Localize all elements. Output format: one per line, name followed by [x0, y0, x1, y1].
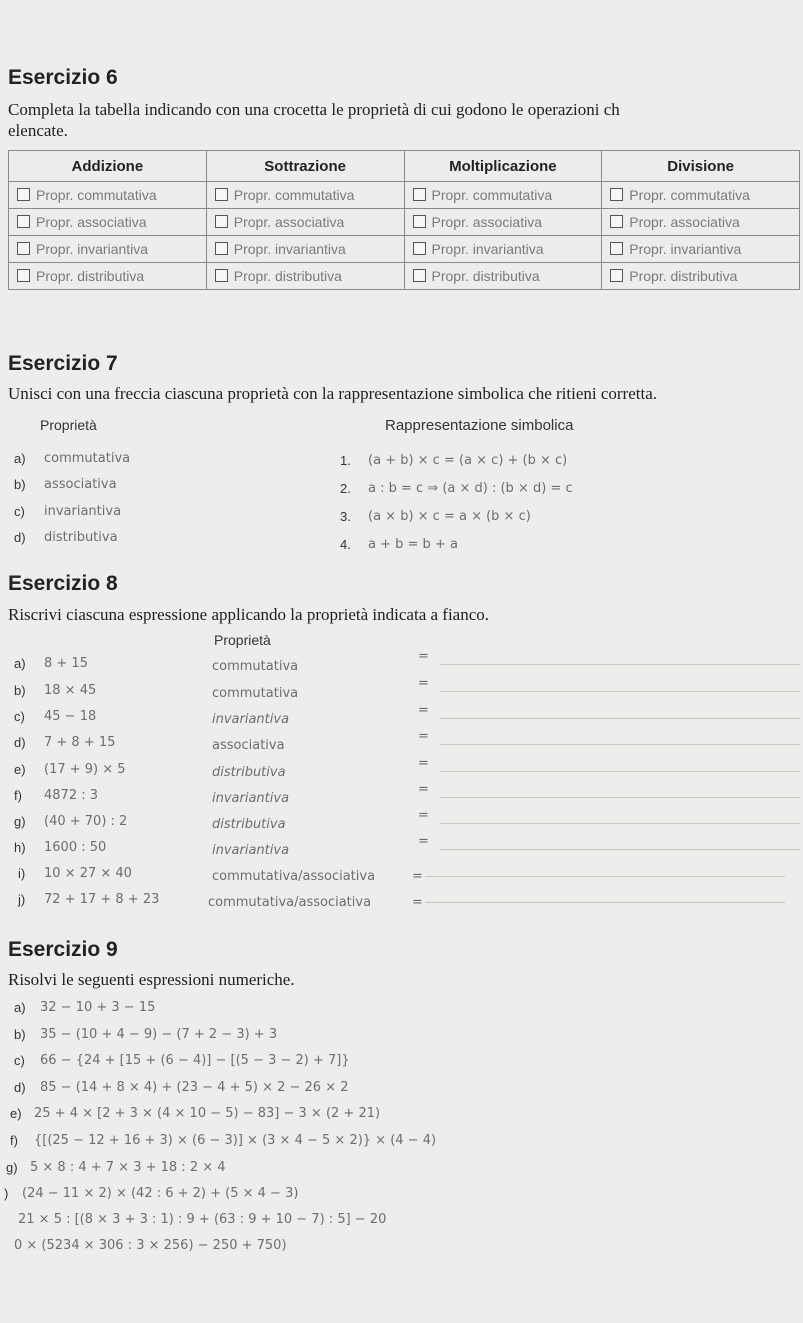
- answer-line[interactable]: [440, 797, 800, 798]
- ex8-letter: b): [14, 683, 26, 698]
- ex8-expr: 72 + 17 + 8 + 23: [44, 892, 160, 907]
- checkbox[interactable]: [413, 242, 426, 255]
- ex9-title: Esercizio 9: [8, 938, 118, 961]
- ex8-prop: invariantiva: [212, 843, 290, 858]
- ex9-letter: c): [14, 1053, 25, 1068]
- table-cell[interactable]: Propr. distributiva: [206, 263, 404, 290]
- table-cell[interactable]: Propr. invariantiva: [206, 236, 404, 263]
- table-row: [9, 236, 800, 263]
- checkbox[interactable]: [610, 242, 623, 255]
- ex8-letter: j): [18, 892, 26, 907]
- ex7-prop-name: invariantiva: [44, 504, 122, 519]
- ex8-prop: invariantiva: [212, 712, 290, 727]
- ex8-expr: 1600 : 50: [44, 840, 107, 855]
- table-cell[interactable]: Propr. distributiva: [404, 263, 602, 290]
- ex9-letter: g): [6, 1160, 18, 1175]
- table-cell[interactable]: Propr. commutativa: [602, 182, 800, 209]
- table-cell[interactable]: Propr. distributiva: [9, 263, 207, 290]
- ex9-letter: b): [14, 1027, 26, 1042]
- checkbox[interactable]: [215, 242, 228, 255]
- table-cell[interactable]: Propr. distributiva: [602, 263, 800, 290]
- header-divisione: Divisione: [602, 151, 800, 182]
- ex9-letter: e): [10, 1106, 22, 1121]
- ex7-symbol-num: 2.: [340, 481, 351, 496]
- header-addizione: Addizione: [9, 151, 207, 182]
- ex7-symbol-expr: a : b = c ⇒ (a × d) : (b × d) = c: [368, 481, 573, 496]
- ex8-expr: 7 + 8 + 15: [44, 735, 116, 750]
- ex7-symbol-num: 1.: [340, 453, 351, 468]
- ex7-col-proprieta: Proprietà: [40, 417, 97, 433]
- ex8-prop: commutativa/associativa: [212, 869, 376, 884]
- ex8-expr: 10 × 27 × 40: [44, 866, 132, 881]
- ex7-symbol-num: 4.: [340, 537, 351, 552]
- ex8-expr: (17 + 9) × 5: [44, 762, 126, 777]
- ex9-expr: (24 − 11 × 2) × (42 : 6 + 2) + (5 × 4 − 3): [22, 1186, 299, 1201]
- ex8-expr: (40 + 70) : 2: [44, 814, 128, 829]
- header-sottrazione: Sottrazione: [206, 151, 404, 182]
- checkbox[interactable]: [413, 215, 426, 228]
- ex9-instruction: Risolvi le seguenti espressioni numeriche.: [8, 970, 295, 989]
- checkbox[interactable]: [610, 269, 623, 282]
- ex8-expr: 8 + 15: [44, 656, 88, 671]
- ex8-equals: =: [418, 676, 429, 691]
- ex8-equals: =: [418, 649, 429, 664]
- ex8-expr: 45 − 18: [44, 709, 97, 724]
- ex9-letter: d): [14, 1080, 26, 1095]
- ex9-letter: f): [10, 1133, 18, 1148]
- ex9-letter: ): [4, 1186, 9, 1201]
- ex8-expr: 18 × 45: [44, 683, 97, 698]
- ex8-equals: =: [418, 703, 429, 718]
- checkbox[interactable]: [215, 269, 228, 282]
- answer-line[interactable]: [440, 744, 800, 745]
- ex8-equals: =: [418, 808, 429, 823]
- answer-line[interactable]: [440, 718, 800, 719]
- table-row: [9, 209, 800, 236]
- ex9-expr: 66 − {24 + [15 + (6 − 4)] − [(5 − 3 − 2) + 7]}: [40, 1053, 350, 1068]
- checkbox[interactable]: [610, 215, 623, 228]
- table-cell[interactable]: Propr. invariantiva: [404, 236, 602, 263]
- ex8-letter: i): [18, 866, 26, 881]
- checkbox[interactable]: [17, 242, 30, 255]
- answer-line[interactable]: [440, 823, 800, 824]
- answer-line[interactable]: [440, 664, 800, 665]
- ex9-expr: 32 − 10 + 3 − 15: [40, 1000, 156, 1015]
- ex9-expr: 85 − (14 + 8 × 4) + (23 − 4 + 5) × 2 − 26 × 2: [40, 1080, 349, 1095]
- ex8-letter: c): [14, 709, 25, 724]
- ex8-equals: =: [418, 729, 429, 744]
- checkbox[interactable]: [413, 269, 426, 282]
- ex8-equals: =: [418, 756, 429, 771]
- checkbox[interactable]: [215, 215, 228, 228]
- answer-line[interactable]: [425, 902, 785, 903]
- ex8-prop: commutativa/associativa: [208, 895, 372, 910]
- ex9-expr: 35 − (10 + 4 − 9) − (7 + 2 − 3) + 3: [40, 1027, 278, 1042]
- checkbox[interactable]: [17, 269, 30, 282]
- ex6-instruction-line1: Completa la tabella indicando con una crocetta le proprietà di cui godono le operazioni ch: [8, 100, 620, 119]
- ex9-expr: {[(25 − 12 + 16 + 3) × (6 − 3)] × (3 × 4 − 5 × 2)} × (4 − 4): [34, 1133, 437, 1148]
- ex8-prop: commutativa: [212, 659, 299, 674]
- ex7-col-rappresentazione: Rappresentazione simbolica: [385, 417, 574, 434]
- ex9-letter: a): [14, 1000, 26, 1015]
- ex8-letter: d): [14, 735, 26, 750]
- ex8-expr: 4872 : 3: [44, 788, 98, 803]
- checkbox[interactable]: [413, 188, 426, 201]
- ex8-equals: =: [412, 869, 423, 884]
- ex9-expr: 5 × 8 : 4 + 7 × 3 + 18 : 2 × 4: [30, 1160, 226, 1175]
- ex8-letter: g): [14, 814, 26, 829]
- table-cell[interactable]: Propr. commutativa: [404, 182, 602, 209]
- ex8-letter: a): [14, 656, 26, 671]
- ex7-symbol-expr: (a + b) × c = (a × c) + (b × c): [368, 453, 568, 468]
- table-row: [9, 182, 800, 209]
- ex7-prop-name: associativa: [44, 477, 117, 492]
- ex7-symbol-expr: a + b = b + a: [368, 537, 458, 552]
- ex8-equals: =: [418, 782, 429, 797]
- ex8-letter: e): [14, 762, 26, 777]
- answer-line[interactable]: [440, 771, 800, 772]
- table-cell[interactable]: Propr. associativa: [9, 209, 207, 236]
- ex7-instruction: Unisci con una freccia ciascuna proprietà con la rappresentazione simbolica che ritieni corretta.: [8, 384, 657, 403]
- ex7-title: Esercizio 7: [8, 352, 118, 375]
- header-moltiplicazione: Moltiplicazione: [404, 151, 602, 182]
- table-cell[interactable]: Propr. associativa: [206, 209, 404, 236]
- table-cell[interactable]: Propr. commutativa: [9, 182, 207, 209]
- ex8-prop: associativa: [212, 738, 285, 753]
- ex8-letter: f): [14, 788, 22, 803]
- answer-line[interactable]: [440, 691, 800, 692]
- table-cell[interactable]: Propr. associativa: [404, 209, 602, 236]
- checkbox[interactable]: [17, 215, 30, 228]
- table-cell[interactable]: Propr. commutativa: [206, 182, 404, 209]
- ex8-letter: h): [14, 840, 26, 855]
- ex7-prop-letter: d): [14, 530, 26, 545]
- ex8-prop: distributiva: [212, 817, 286, 832]
- checkbox[interactable]: [610, 188, 623, 201]
- answer-line[interactable]: [440, 849, 800, 850]
- answer-line[interactable]: [425, 876, 785, 877]
- table-cell[interactable]: Propr. invariantiva: [9, 236, 207, 263]
- ex9-expr: 0 × (5234 × 306 : 3 × 256) − 250 + 750): [14, 1238, 287, 1253]
- ex6-instruction-line2: elencate.: [8, 121, 68, 140]
- ex8-prop: commutativa: [212, 686, 299, 701]
- table-cell[interactable]: Propr. invariantiva: [602, 236, 800, 263]
- ex7-symbol-expr: (a × b) × c = a × (b × c): [368, 509, 531, 524]
- table-row: [9, 263, 800, 290]
- ex8-prop: invariantiva: [212, 791, 290, 806]
- ex9-expr: 25 + 4 × [2 + 3 × (4 × 10 − 5) − 83] − 3 × (2 + 21): [34, 1106, 381, 1121]
- ex8-col-proprieta: Proprietà: [214, 632, 271, 648]
- ex8-equals: =: [412, 895, 423, 910]
- checkbox[interactable]: [215, 188, 228, 201]
- ex8-instruction: Riscrivi ciascuna espressione applicando la proprietà indicata a fianco.: [8, 605, 490, 624]
- ex8-prop: distributiva: [212, 765, 286, 780]
- ex7-symbol-num: 3.: [340, 509, 351, 524]
- ex8-equals: =: [418, 834, 429, 849]
- ex6-title: Esercizio 6: [8, 66, 118, 89]
- ex7-prop-letter: a): [14, 451, 26, 466]
- ex8-title: Esercizio 8: [8, 572, 118, 595]
- ex7-prop-letter: b): [14, 477, 26, 492]
- ex7-prop-name: commutativa: [44, 451, 131, 466]
- checkbox[interactable]: [17, 188, 30, 201]
- ex7-prop-letter: c): [14, 504, 25, 519]
- table-cell[interactable]: Propr. associativa: [602, 209, 800, 236]
- properties-table: [8, 150, 800, 290]
- ex9-expr: 21 × 5 : [(8 × 3 + 3 : 1) : 9 + (63 : 9 + 10 − 7) : 5] − 20: [18, 1212, 387, 1227]
- ex7-prop-name: distributiva: [44, 530, 118, 545]
